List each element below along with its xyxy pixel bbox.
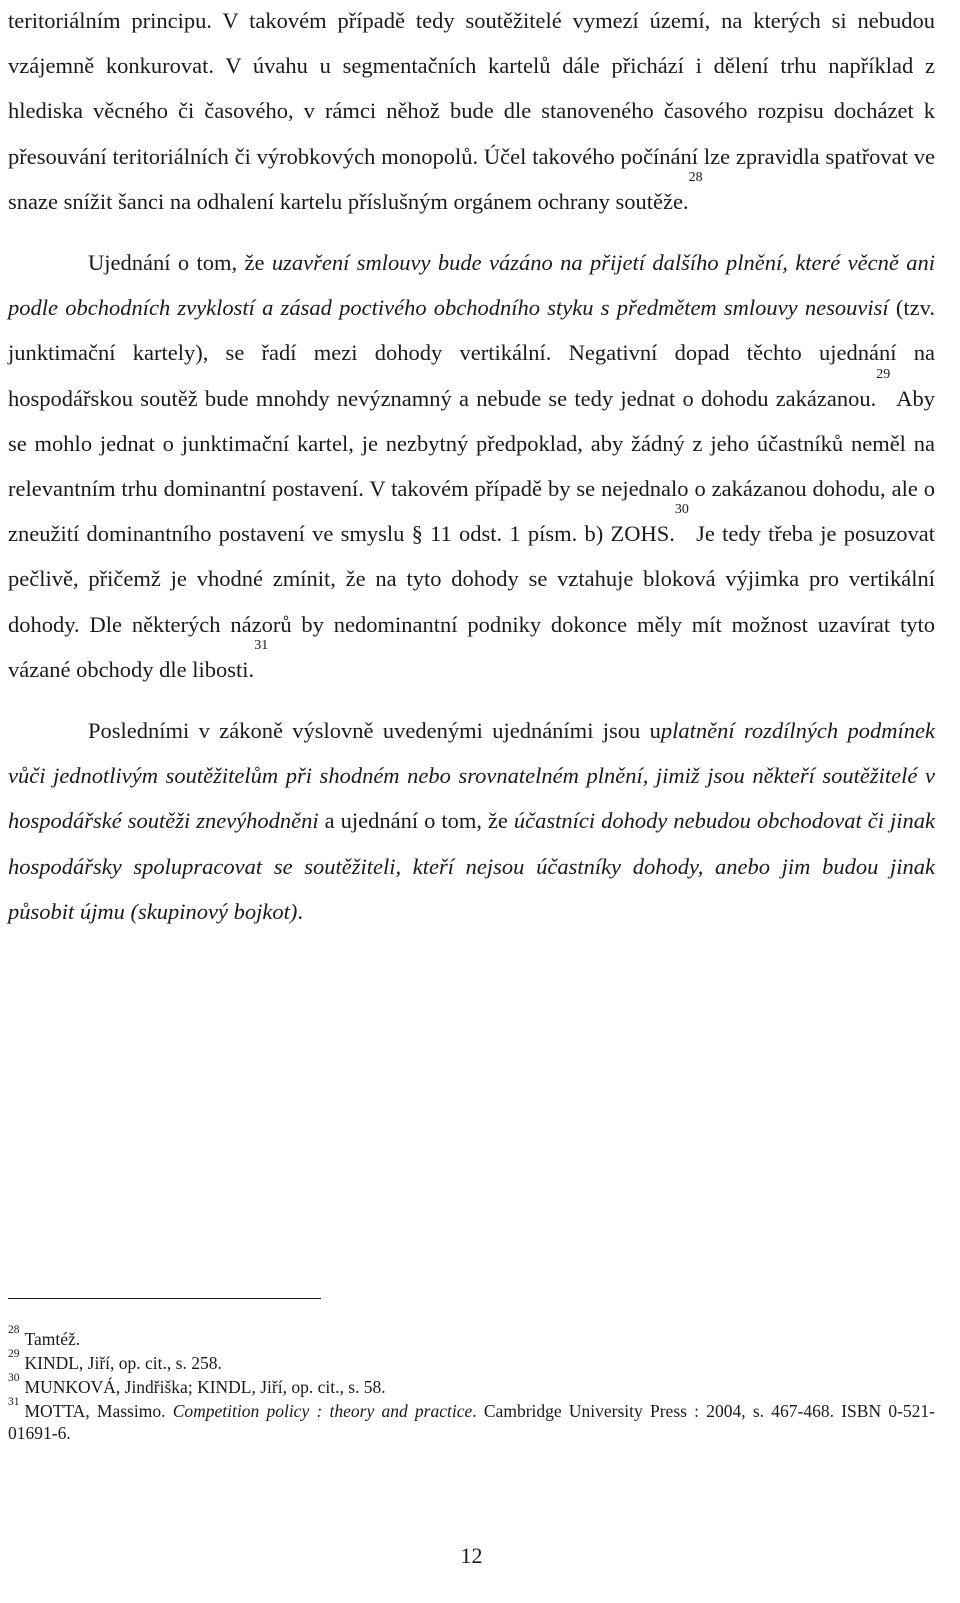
footnote-text: KINDL, Jiří, op. cit., s. 258.	[24, 1353, 222, 1373]
footnote-text-author: MOTTA, Massimo.	[24, 1401, 173, 1421]
footnote-book-title: Competition policy : theory and practice	[172, 1401, 473, 1421]
footnote-29	[8, 1348, 935, 1374]
paragraph-text-end: Je tedy třeba je posuzovat pečlivě, přičemž je vhodné zmínit, že na tyto dohody se vztahuje bloková výjimka pro vertikální dohody. Dle některých názorů by nedominantní podniky dokonce měly mít možnost uzavírat tyto vázané obchody dle libosti.	[8, 521, 935, 682]
footnote-number: 31	[8, 1396, 20, 1408]
footnote-number: 29	[8, 1348, 20, 1360]
emphasis-text: účastníci dohody nebudou obchodovat či jinak hospodářsky spolupracovat se soutěžiteli, kteří nejsou účastníky dohody, anebo jim budou jinak působit újmu (skupinový bojkot)	[8, 808, 935, 924]
emphasis-text: uzavření smlouvy bude vázáno na přijetí dalšího plnění, které věcně ani podle obchodních zvyklostí a zásad poctivého obchodního styku s předmětem smlouvy nesouvisí	[8, 250, 936, 321]
paragraph-text-continued: Aby se mohlo jednat o junktimační kartel, je nezbytný předpoklad, aby žádný z jeho účastníků neměl na relevantním trhu dominantní postavení. V takovém případě by se nejednalo o zakázanou dohodu, ale o zneužití dominantního postavení ve smyslu § 11 odst. 1 písm. b) ZOHS.	[8, 385, 935, 547]
emphasis-text: platnění rozdílných podmínek vůči jednotlivým soutěžitelům při shodném nebo srovnatelném plnění, jimiž jsou někteří soutěžitelé v hospodářské soutěži znevýhodněni	[8, 718, 935, 834]
footnote-30	[8, 1372, 935, 1398]
footnote-number: 30	[8, 1372, 20, 1384]
footnote-text: Tamtéž.	[24, 1329, 81, 1349]
paragraph-text-end: .	[297, 898, 303, 924]
document-page	[8, 0, 935, 934]
footnote-31	[8, 1396, 935, 1444]
footnote-number: 28	[8, 1324, 20, 1336]
paragraph-text-start: Ujednání o tom, že	[88, 250, 272, 276]
footnote-ref-31: 31	[254, 637, 269, 653]
footnote-28	[8, 1324, 935, 1350]
footnotes	[8, 1324, 935, 1446]
paragraph-text: teritoriálním principu. V takovém případě tedy soutěžitelé vymezí území, na kterých si nebudou vzájemně konkurovat. V úvahu u segmentačních kartelů dále přichází i dělení trhu například z hlediska věcného či časového, v rámci něhož bude dle stanoveného časového rozpisu docházet k přesouvání teritoriálních či výrobkových monopolů. Účel takového počínání lze zpravidla spatřovat ve snaze snížit šanci na odhalení kartelu příslušným orgánem ochrany soutěže.	[8, 8, 935, 214]
paragraph-discrimination-boycott	[8, 708, 935, 934]
footnote-text-publisher: . Cambridge University Press : 2004, s. 467-468. ISBN 0-521-01691-6.	[8, 1401, 935, 1443]
footnote-ref-30: 30	[674, 502, 689, 518]
footnote-ref-29: 29	[876, 366, 891, 382]
paragraph-junktim-cartels	[8, 240, 935, 692]
footnote-ref-28: 28	[688, 169, 703, 185]
paragraph-text-start: Posledními v zákoně výslovně uvedenými ujednáními jsou u	[88, 718, 661, 744]
footnote-text: MUNKOVÁ, Jindřiška; KINDL, Jiří, op. cit., s. 58.	[24, 1377, 386, 1397]
page-number: 12	[460, 1543, 483, 1568]
paragraph-segmentation-cartels	[8, 0, 935, 224]
paragraph-text-continued: a ujednání o tom, že	[318, 808, 514, 834]
footnote-separator	[8, 1298, 321, 1299]
paragraph-text-continued: (tzv. junktimační kartely), se řadí mezi dohody vertikální. Negativní dopad těchto ujednání na hospodářskou soutěž bude mnohdy nevýznamný a nebude se tedy jednat o dohodu zakázanou.	[8, 295, 935, 411]
